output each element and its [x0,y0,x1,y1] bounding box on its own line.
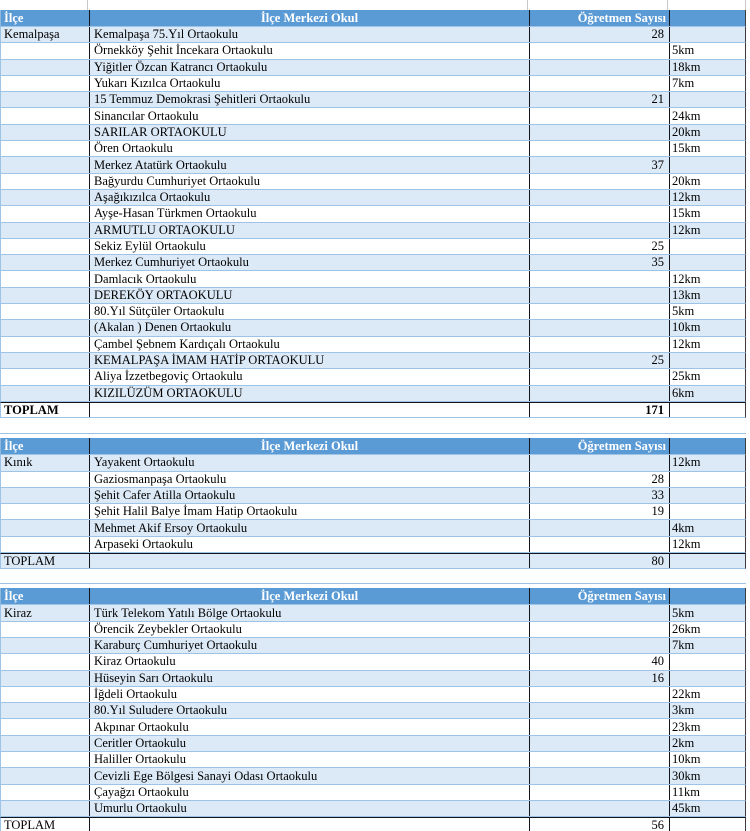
distance-cell[interactable]: 3km [669,703,747,718]
teachers-cell[interactable] [529,320,669,335]
school-cell[interactable]: Kiraz Ortaokulu [89,654,529,669]
district-cell[interactable] [1,520,89,535]
teachers-cell[interactable] [529,703,669,718]
district-cell[interactable] [1,288,89,303]
district-cell[interactable] [1,703,89,718]
table-row [0,239,746,255]
teachers-cell[interactable] [529,785,669,800]
table-row [0,622,746,638]
col-header-teachers[interactable]: Öğretmen Sayısı [529,588,669,604]
distance-cell[interactable] [669,92,747,107]
distance-cell[interactable] [669,157,747,172]
district-cell[interactable] [1,537,89,552]
table-row [0,386,746,402]
gridline-cell [528,0,668,10]
table-row [0,304,746,320]
teachers-cell[interactable] [529,304,669,319]
total-value-cell[interactable]: 80 [529,554,669,568]
table-row [0,472,746,488]
distance-cell[interactable]: 7km [669,638,747,653]
total-label-cell[interactable]: TOPLAM [4,818,56,831]
table-block-kemalpasa [0,10,750,418]
school-cell[interactable]: (Akalan ) Denen Ortaokulu [89,320,529,335]
table-row [0,190,746,206]
col-header-district[interactable]: İlçe [4,10,24,25]
table-row [0,60,746,76]
total-row [0,817,746,831]
table-row [0,353,746,369]
table-row [0,27,746,43]
distance-cell[interactable]: 12km [669,537,747,552]
school-cell[interactable]: Aliya İzzetbegoviç Ortaokulu [89,369,529,384]
school-cell[interactable]: DEREKÖY ORTAOKULU [89,288,529,303]
district-cell[interactable] [1,304,89,319]
district-cell[interactable] [1,141,89,156]
district-cell[interactable] [1,654,89,669]
teachers-cell[interactable] [529,60,669,75]
distance-cell[interactable]: 24km [669,108,747,123]
school-cell[interactable]: Gaziosmanpaşa Ortaokulu [89,472,529,487]
table-header-row [0,10,746,27]
school-cell[interactable]: Damlacık Ortaokulu [89,271,529,286]
district-cell[interactable] [1,369,89,384]
school-cell[interactable]: Sekiz Eylül Ortaokulu [89,239,529,254]
teachers-cell[interactable] [529,520,669,535]
distance-cell[interactable]: 15km [669,206,747,221]
table-row [0,654,746,670]
table-row [0,337,746,353]
district-cell[interactable] [1,504,89,519]
school-cell[interactable]: Aşağıkızılca Ortaokulu [89,190,529,205]
distance-cell[interactable]: 11km [669,785,747,800]
total-row [0,553,746,569]
teachers-cell[interactable] [529,736,669,751]
teachers-cell[interactable] [529,43,669,58]
school-cell[interactable]: 80.Yıl Sütçüler Ortaokulu [89,304,529,319]
district-cell[interactable] [1,206,89,221]
distance-cell[interactable] [669,403,747,417]
school-cell[interactable]: Kemalpaşa 75.Yıl Ortaokulu [89,27,529,42]
district-cell[interactable] [1,687,89,702]
distance-cell[interactable]: 22km [669,687,747,702]
school-cell[interactable]: 80.Yıl Suludere Ortaokulu [89,703,529,718]
table-row [0,141,746,157]
school-cell[interactable]: Merkez Atatürk Ortaokulu [89,157,529,172]
distance-cell[interactable]: 5km [669,304,747,319]
distance-cell[interactable] [669,654,747,669]
teachers-cell[interactable]: 33 [529,488,669,503]
school-cell[interactable]: Bağyurdu Cumhuriyet Ortaokulu [89,174,529,189]
distance-cell[interactable]: 6km [669,386,747,401]
table-header-row [0,588,746,605]
teachers-cell[interactable]: 28 [529,27,669,42]
distance-cell[interactable] [669,353,747,368]
district-cell[interactable] [1,255,89,270]
total-value-cell[interactable]: 171 [529,403,669,417]
school-cell[interactable]: Türk Telekom Yatılı Bölge Ortaokulu [89,605,529,620]
table-row [0,288,746,304]
school-cell[interactable]: Sinancılar Ortaokulu [89,108,529,123]
table-header-row [0,438,746,455]
district-cell[interactable] [1,752,89,767]
district-cell[interactable] [1,337,89,352]
table-row [0,736,746,752]
teachers-cell[interactable] [529,801,669,816]
table-row [0,320,746,336]
col-header-distance[interactable] [669,10,747,26]
distance-cell[interactable]: 30km [669,768,747,783]
teachers-cell[interactable] [529,768,669,783]
school-cell[interactable] [89,818,529,831]
table-block-kiraz [0,588,750,831]
teachers-cell[interactable] [529,108,669,123]
distance-cell[interactable]: 20km [669,125,747,140]
teachers-cell[interactable] [529,190,669,205]
school-cell[interactable]: Ceritler Ortaokulu [89,736,529,751]
table-row [0,671,746,687]
table-row [0,687,746,703]
school-cell[interactable]: Cevizli Ege Bölgesi Sanayi Odası Ortaokulu [89,768,529,783]
teachers-cell[interactable]: 37 [529,157,669,172]
distance-cell[interactable]: 18km [669,60,747,75]
distance-cell[interactable]: 13km [669,288,747,303]
distance-cell[interactable]: 12km [669,337,747,352]
district-cell[interactable] [1,801,89,816]
table-row [0,271,746,287]
table-row [0,768,746,784]
teachers-cell[interactable] [529,174,669,189]
school-cell[interactable]: Şehit Cafer Atilla Ortaokulu [89,488,529,503]
teachers-cell[interactable] [529,752,669,767]
table-block-kinik [0,438,750,569]
district-cell[interactable] [1,736,89,751]
teachers-cell[interactable] [529,206,669,221]
district-cell[interactable] [1,622,89,637]
school-cell[interactable]: Karaburç Cumhuriyet Ortaokulu [89,638,529,653]
district-cell[interactable] [1,719,89,734]
distance-cell[interactable] [669,239,747,254]
teachers-cell[interactable] [529,337,669,352]
district-cell[interactable] [1,768,89,783]
distance-cell[interactable]: 2km [669,736,747,751]
district-cell[interactable] [1,174,89,189]
school-cell[interactable]: Umurlu Ortaokulu [89,801,529,816]
teachers-cell[interactable] [529,638,669,653]
teachers-cell[interactable] [529,271,669,286]
distance-cell[interactable]: 26km [669,622,747,637]
district-cell[interactable] [1,157,89,172]
school-cell[interactable]: ARMUTLU ORTAOKULU [89,223,529,238]
table-row [0,369,746,385]
school-cell[interactable]: Ayşe-Hasan Türkmen Ortaokulu [89,206,529,221]
district-cell[interactable] [1,386,89,401]
table-row [0,801,746,817]
distance-cell[interactable]: 7km [669,76,747,91]
table-row [0,703,746,719]
district-cell[interactable] [1,488,89,503]
col-header-distance[interactable] [669,588,747,604]
distance-cell[interactable]: 10km [669,752,747,767]
total-row [0,402,746,418]
distance-cell[interactable]: 4km [669,520,747,535]
table-row [0,206,746,222]
district-cell[interactable] [1,223,89,238]
distance-cell[interactable] [669,818,747,831]
teachers-cell[interactable]: 19 [529,504,669,519]
distance-cell[interactable]: 23km [669,719,747,734]
distance-cell[interactable] [669,472,747,487]
sheet-top-strip [0,0,746,10]
school-cell[interactable]: Haliller Ortaokulu [89,752,529,767]
col-header-teachers[interactable]: Öğretmen Sayısı [529,10,669,26]
district-cell[interactable] [1,108,89,123]
table-row [0,785,746,801]
total-value-cell[interactable]: 56 [529,818,669,831]
teachers-cell[interactable] [529,455,669,470]
distance-cell[interactable] [669,488,747,503]
distance-cell[interactable] [669,504,747,519]
distance-cell[interactable] [669,27,747,42]
teachers-cell[interactable] [529,605,669,620]
teachers-cell[interactable] [529,76,669,91]
school-cell[interactable]: Hüseyin Sarı Ortaokulu [89,671,529,686]
school-cell[interactable]: SARILAR ORTAOKULU [89,125,529,140]
district-cell[interactable] [1,271,89,286]
table-row [0,92,746,108]
col-header-teachers[interactable]: Öğretmen Sayısı [529,438,669,454]
teachers-cell[interactable] [529,537,669,552]
total-label-cell[interactable]: TOPLAM [4,554,56,568]
table-row [0,76,746,92]
col-header-school[interactable]: İlçe Merkezi Okul [89,588,529,604]
distance-cell[interactable] [669,671,747,686]
gridline-cell [0,0,88,10]
district-cell[interactable] [1,190,89,205]
distance-cell[interactable]: 12km [669,190,747,205]
teachers-cell[interactable]: 25 [529,239,669,254]
school-cell[interactable]: Merkez Cumhuriyet Ortaokulu [89,255,529,270]
teachers-cell[interactable] [529,386,669,401]
district-cell[interactable]: Kiraz [4,605,32,620]
distance-cell[interactable]: 10km [669,320,747,335]
teachers-cell[interactable] [529,369,669,384]
table-row [0,125,746,141]
table-row [0,719,746,735]
teachers-cell[interactable] [529,223,669,238]
col-header-distance[interactable] [669,438,747,454]
distance-cell[interactable]: 25km [669,369,747,384]
distance-cell[interactable] [669,255,747,270]
distance-cell[interactable]: 15km [669,141,747,156]
teachers-cell[interactable] [529,687,669,702]
school-cell[interactable]: Yiğitler Özcan Katrancı Ortaokulu [89,60,529,75]
distance-cell[interactable] [669,554,747,568]
distance-cell[interactable]: 20km [669,174,747,189]
teachers-cell[interactable] [529,719,669,734]
table-row [0,223,746,239]
gridline-cell [668,0,746,10]
table-row [0,255,746,271]
col-header-district[interactable]: İlçe [4,438,24,453]
school-cell[interactable]: KIZILÜZÜM ORTAOKULU [89,386,529,401]
school-cell[interactable]: KEMALPAŞA İMAM HATİP ORTAOKULU [89,353,529,368]
table-row [0,638,746,654]
distance-cell[interactable]: 45km [669,801,747,816]
col-header-school[interactable]: İlçe Merkezi Okul [89,10,529,26]
district-cell[interactable] [1,320,89,335]
teachers-cell[interactable] [529,125,669,140]
table-row [0,174,746,190]
teachers-cell[interactable]: 35 [529,255,669,270]
table-row [0,520,746,536]
school-cell[interactable]: Yayakent Ortaokulu [89,455,529,470]
table-row [0,108,746,124]
district-cell[interactable]: Kemalpaşa [4,27,60,42]
district-cell[interactable] [1,125,89,140]
teachers-cell[interactable] [529,622,669,637]
school-cell[interactable]: İğdeli Ortaokulu [89,687,529,702]
school-cell[interactable]: Mehmet Akif Ersoy Ortaokulu [89,520,529,535]
school-cell[interactable] [89,403,529,417]
teachers-cell[interactable]: 28 [529,472,669,487]
district-cell[interactable] [1,353,89,368]
table-row [0,157,746,173]
school-cell[interactable]: Yukarı Kızılca Ortaokulu [89,76,529,91]
district-cell[interactable] [1,472,89,487]
table-row [0,504,746,520]
school-cell[interactable]: Arpaseki Ortaokulu [89,537,529,552]
district-cell[interactable]: Kınık [4,455,33,470]
teachers-cell[interactable]: 25 [529,353,669,368]
distance-cell[interactable]: 5km [669,43,747,58]
distance-cell[interactable]: 5km [669,605,747,620]
school-cell[interactable] [89,554,529,568]
school-cell[interactable]: Şehit Halil Balye İmam Hatip Ortaokulu [89,504,529,519]
table-row [0,455,746,471]
distance-cell[interactable]: 12km [669,455,747,470]
teachers-cell[interactable] [529,288,669,303]
district-cell[interactable] [1,92,89,107]
teachers-cell[interactable] [529,141,669,156]
school-cell[interactable]: Akpınar Ortaokulu [89,719,529,734]
table-row [0,488,746,504]
gridline-cell [88,0,528,10]
school-cell[interactable]: Ören Ortaokulu [89,141,529,156]
teachers-cell[interactable]: 21 [529,92,669,107]
teachers-cell[interactable]: 16 [529,671,669,686]
sheet-gap-row [0,418,750,438]
col-header-school[interactable]: İlçe Merkezi Okul [89,438,529,454]
district-cell[interactable] [1,638,89,653]
distance-cell[interactable]: 12km [669,271,747,286]
school-cell[interactable]: 15 Temmuz Demokrasi Şehitleri Ortaokulu [89,92,529,107]
district-cell[interactable] [1,671,89,686]
district-cell[interactable] [1,60,89,75]
distance-cell[interactable]: 12km [669,223,747,238]
district-cell[interactable] [1,785,89,800]
table-row [0,537,746,553]
district-cell[interactable] [1,76,89,91]
total-label-cell[interactable]: TOPLAM [4,402,59,417]
school-cell[interactable]: Çayağzı Ortaokulu [89,785,529,800]
district-cell[interactable] [1,43,89,58]
table-row [0,605,746,621]
school-cell[interactable]: Çambel Şebnem Kardıçalı Ortaokulu [89,337,529,352]
school-cell[interactable]: Örnekköy Şehit İncekara Ortaokulu [89,43,529,58]
sheet-gap-row [0,569,750,588]
teachers-cell[interactable]: 40 [529,654,669,669]
school-cell[interactable]: Örencik Zeybekler Ortaokulu [89,622,529,637]
col-header-district[interactable]: İlçe [4,588,24,603]
table-row [0,43,746,59]
district-cell[interactable] [1,239,89,254]
table-row [0,752,746,768]
